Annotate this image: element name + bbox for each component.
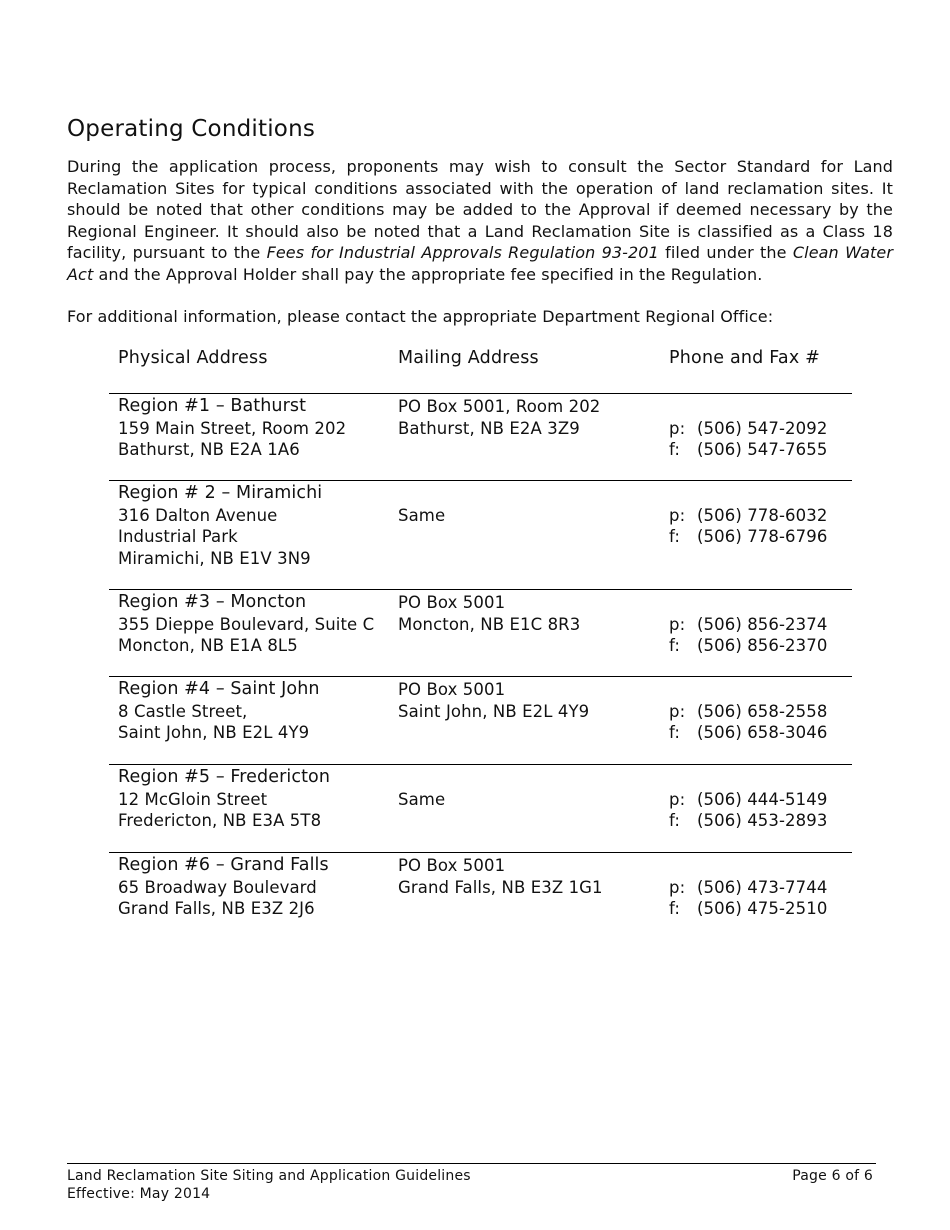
physical-address-line: 355 Dieppe Boulevard, Suite C bbox=[118, 614, 375, 634]
table-row bbox=[109, 394, 852, 481]
physical-address-cell bbox=[118, 592, 374, 657]
section-heading: Operating Conditions bbox=[67, 116, 316, 142]
physical-address-line: Grand Falls, NB E3Z 2J6 bbox=[118, 899, 315, 918]
phone-fax-cell bbox=[669, 679, 827, 744]
phone-fax-cell bbox=[669, 483, 827, 548]
mailing-address-cell bbox=[398, 483, 445, 526]
fax-line bbox=[669, 722, 827, 744]
fax-line bbox=[669, 635, 827, 657]
physical-address-cell bbox=[118, 483, 322, 569]
regions-body bbox=[109, 394, 852, 939]
footer-effective-date: Effective: May 2014 bbox=[67, 1186, 211, 1202]
mailing-address-line: Same bbox=[398, 505, 446, 525]
fax-number: (506) 547-7655 bbox=[697, 440, 828, 459]
footer-left bbox=[67, 1167, 471, 1203]
phone-line bbox=[669, 505, 827, 527]
fax-label: f: bbox=[669, 440, 680, 459]
fax-number: (506) 856-2370 bbox=[697, 636, 828, 655]
phone-number: (506) 658-2558 bbox=[697, 701, 828, 721]
physical-address-line: 12 McGloin Street bbox=[118, 789, 268, 809]
paragraph-text-2: filed under the bbox=[658, 243, 793, 262]
fax-label: f: bbox=[669, 527, 680, 546]
paragraph-text-3: and the Approval Holder shall pay the appropriate fee specified in the Regulation. bbox=[93, 264, 763, 284]
region-name: Region #4 – Saint John bbox=[118, 679, 320, 699]
phone-spacer bbox=[669, 483, 827, 505]
regional-offices-table bbox=[109, 340, 852, 939]
mailing-address-line: PO Box 5001 bbox=[398, 680, 506, 699]
mailing-address-line: PO Box 5001 bbox=[398, 593, 506, 612]
phone-line bbox=[669, 701, 827, 723]
act-name: Clean Water Act bbox=[67, 243, 894, 284]
mailing-spacer bbox=[398, 483, 445, 505]
region-name: Region # 2 – Miramichi bbox=[118, 483, 323, 503]
regulation-name: Fees for Industrial Approvals Regulation 93-201 bbox=[266, 243, 659, 262]
phone-line bbox=[669, 418, 827, 440]
fax-number: (506) 453-2893 bbox=[697, 811, 828, 830]
region-name: Region #5 – Fredericton bbox=[118, 767, 331, 787]
fax-line bbox=[669, 526, 827, 548]
fax-label: f: bbox=[669, 811, 680, 830]
phone-label: p: bbox=[669, 614, 686, 634]
phone-label: p: bbox=[669, 701, 686, 721]
fax-label: f: bbox=[669, 636, 680, 655]
table-row bbox=[109, 765, 852, 853]
table-row bbox=[109, 677, 852, 765]
mailing-address-cell bbox=[398, 592, 580, 635]
phone-fax-cell bbox=[669, 396, 827, 461]
fax-number: (506) 778-6796 bbox=[697, 527, 828, 546]
phone-line bbox=[669, 877, 827, 899]
mailing-address-line: PO Box 5001, Room 202 bbox=[398, 397, 601, 416]
table-header bbox=[109, 340, 852, 394]
footer-document-title: Land Reclamation Site Siting and Application Guidelines bbox=[67, 1168, 471, 1184]
phone-spacer bbox=[669, 679, 827, 701]
phone-number: (506) 444-5149 bbox=[697, 789, 828, 809]
region-name: Region #1 – Bathurst bbox=[118, 396, 307, 416]
physical-address-line: 65 Broadway Boulevard bbox=[118, 877, 317, 897]
phone-spacer bbox=[669, 855, 827, 877]
physical-address-line: 159 Main Street, Room 202 bbox=[118, 418, 347, 438]
physical-address-cell bbox=[118, 855, 329, 920]
phone-number: (506) 778-6032 bbox=[697, 505, 828, 525]
phone-line bbox=[669, 789, 827, 811]
fax-number: (506) 475-2510 bbox=[697, 899, 828, 918]
physical-address-line: Fredericton, NB E3A 5T8 bbox=[118, 811, 322, 830]
phone-spacer bbox=[669, 592, 827, 614]
footer-page-number: Page 6 of 6 bbox=[792, 1168, 873, 1184]
fax-line bbox=[669, 898, 827, 920]
fax-label: f: bbox=[669, 723, 680, 742]
mailing-address-cell bbox=[398, 679, 589, 722]
phone-fax-cell bbox=[669, 767, 827, 832]
physical-address-cell bbox=[118, 679, 320, 744]
physical-address-line: Saint John, NB E2L 4Y9 bbox=[118, 723, 310, 742]
mailing-address-line: Moncton, NB E1C 8R3 bbox=[398, 614, 581, 634]
mailing-address-cell bbox=[398, 855, 603, 898]
physical-address-line: Moncton, NB E1A 8L5 bbox=[118, 636, 298, 655]
fax-line bbox=[669, 810, 827, 832]
physical-address-line: Miramichi, NB E1V 3N9 bbox=[118, 548, 311, 568]
phone-number: (506) 547-2092 bbox=[697, 418, 828, 438]
fax-label: f: bbox=[669, 899, 680, 918]
phone-spacer bbox=[669, 396, 827, 418]
phone-label: p: bbox=[669, 877, 686, 897]
phone-fax-cell bbox=[669, 592, 827, 657]
contact-intro-paragraph: For additional information, please contact the appropriate Department Regional Office: bbox=[67, 307, 774, 326]
operating-conditions-paragraph bbox=[67, 156, 893, 285]
fax-line bbox=[669, 439, 827, 461]
mailing-address-line: PO Box 5001 bbox=[398, 856, 506, 875]
table-row bbox=[109, 590, 852, 677]
fax-number: (506) 658-3046 bbox=[697, 723, 828, 742]
footer-rule bbox=[67, 1163, 876, 1164]
header-phone-fax: Phone and Fax # bbox=[669, 348, 821, 368]
table-row bbox=[109, 481, 852, 590]
physical-address-line: Industrial Park bbox=[118, 527, 238, 546]
mailing-address-cell bbox=[398, 396, 600, 439]
phone-number: (506) 473-7744 bbox=[697, 877, 828, 897]
physical-address-line: Bathurst, NB E2A 1A6 bbox=[118, 440, 300, 459]
region-name: Region #6 – Grand Falls bbox=[118, 855, 329, 875]
physical-address-cell bbox=[118, 767, 330, 832]
mailing-spacer bbox=[398, 767, 445, 789]
physical-address-line: 316 Dalton Avenue bbox=[118, 505, 278, 525]
mailing-address-line: Bathurst, NB E2A 3Z9 bbox=[398, 418, 580, 438]
phone-fax-cell bbox=[669, 855, 827, 920]
physical-address-line: 8 Castle Street, bbox=[118, 701, 248, 721]
region-name: Region #3 – Moncton bbox=[118, 592, 307, 612]
table-row bbox=[109, 853, 852, 939]
phone-label: p: bbox=[669, 789, 686, 809]
phone-line bbox=[669, 614, 827, 636]
phone-label: p: bbox=[669, 505, 686, 525]
mailing-address-line: Same bbox=[398, 789, 446, 809]
mailing-address-line: Saint John, NB E2L 4Y9 bbox=[398, 701, 590, 721]
mailing-address-line: Grand Falls, NB E3Z 1G1 bbox=[398, 877, 603, 897]
header-physical-address: Physical Address bbox=[118, 348, 268, 368]
phone-label: p: bbox=[669, 418, 686, 438]
header-mailing-address: Mailing Address bbox=[398, 348, 539, 368]
phone-spacer bbox=[669, 767, 827, 789]
paragraph-text-1: During the application process, proponents may wish to consult the Sector Standard for Land Reclamation Sites for typical conditions associated with the operation of land reclamation sites. It should be noted that other conditions may be added to the Approval if deemed necessary by the Regional Engineer. It should also be noted that a Land Reclamation Site is classified as a Class 18 facility, pursuant to the bbox=[67, 157, 893, 262]
physical-address-cell bbox=[118, 396, 346, 461]
phone-number: (506) 856-2374 bbox=[697, 614, 828, 634]
mailing-address-cell bbox=[398, 767, 445, 810]
